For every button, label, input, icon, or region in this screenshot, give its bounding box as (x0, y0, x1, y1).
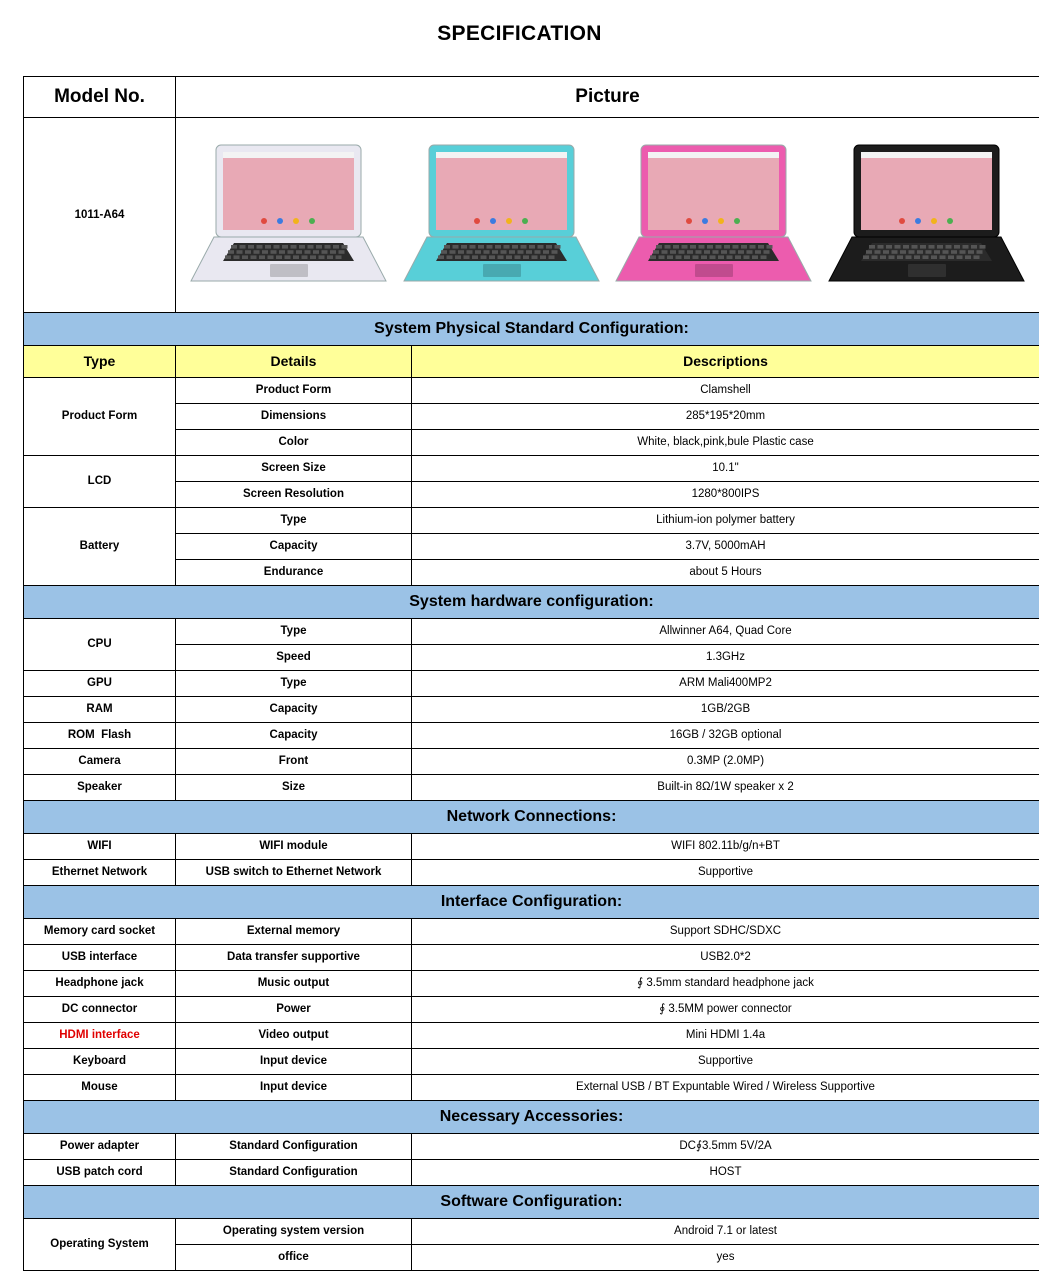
model-number: 1011-A64 (24, 118, 176, 313)
description-cell: Supportive (412, 1049, 1039, 1075)
detail-cell: Capacity (176, 697, 412, 723)
type-cell: Ethernet Network (24, 860, 176, 886)
type-cell: Camera (24, 749, 176, 775)
detail-cell: Video output (176, 1023, 412, 1049)
table-row (24, 404, 1039, 430)
detail-cell: Product Form (176, 378, 412, 404)
type-cell: Power adapter (24, 1134, 176, 1160)
detail-cell: Type (176, 671, 412, 697)
description-cell: Support SDHC/SDXC (412, 919, 1039, 945)
type-cell: Keyboard (24, 1049, 176, 1075)
detail-cell: Input device (176, 1049, 412, 1075)
description-cell: Supportive (412, 860, 1039, 886)
picture-header: Picture (176, 77, 1039, 118)
table-row (24, 456, 1039, 482)
type-cell: GPU (24, 671, 176, 697)
description-cell: about 5 Hours (412, 560, 1039, 586)
detail-cell: Data transfer supportive (176, 945, 412, 971)
detail-cell: Capacity (176, 534, 412, 560)
table-row (24, 1134, 1039, 1160)
description-cell: 10.1" (412, 456, 1039, 482)
description-cell: 285*195*20mm (412, 404, 1039, 430)
detail-cell: External memory (176, 919, 412, 945)
table-row (24, 378, 1039, 404)
detail-cell: Music output (176, 971, 412, 997)
model-no-header: Model No. (24, 77, 176, 118)
detail-cell: Type (176, 508, 412, 534)
table-row (24, 430, 1039, 456)
table-row (24, 697, 1039, 723)
detail-cell: Front (176, 749, 412, 775)
header-row (24, 77, 1039, 118)
detail-cell: Screen Resolution (176, 482, 412, 508)
section-interface: Interface Configuration: (24, 886, 1039, 919)
description-cell: Allwinner A64, Quad Core (412, 619, 1039, 645)
detail-cell: Operating system version (176, 1219, 412, 1245)
detail-cell: Type (176, 619, 412, 645)
laptop-black-image (824, 135, 1029, 295)
table-row (24, 560, 1039, 586)
type-cell: Product Form (24, 378, 176, 456)
table-row (24, 919, 1039, 945)
description-cell: Built-in 8Ω/1W speaker x 2 (412, 775, 1039, 801)
description-cell: 0.3MP (2.0MP) (412, 749, 1039, 775)
table-row (24, 860, 1039, 886)
type-cell: RAM (24, 697, 176, 723)
table-row (24, 1160, 1039, 1186)
laptop-pink-image (611, 135, 816, 295)
page-title: SPECIFICATION (437, 22, 602, 45)
detail-cell: Speed (176, 645, 412, 671)
description-cell: Clamshell (412, 378, 1039, 404)
picture-row (24, 118, 1039, 313)
detail-cell: Power (176, 997, 412, 1023)
column-header-row (24, 346, 1039, 378)
type-cell: WIFI (24, 834, 176, 860)
table-row (24, 749, 1039, 775)
detail-cell: Standard Configuration (176, 1134, 412, 1160)
description-cell: ARM Mali400MP2 (412, 671, 1039, 697)
description-cell: 1.3GHz (412, 645, 1039, 671)
type-cell: HDMI interface (24, 1023, 176, 1049)
description-cell: USB2.0*2 (412, 945, 1039, 971)
type-cell: USB patch cord (24, 1160, 176, 1186)
spec-table (23, 76, 1039, 1271)
description-cell: External USB / BT Expuntable Wired / Wireless Supportive (412, 1075, 1039, 1101)
type-cell: CPU (24, 619, 176, 671)
detail-cell: Endurance (176, 560, 412, 586)
description-cell: Android 7.1 or latest (412, 1219, 1039, 1245)
laptop-pictures (176, 118, 1039, 313)
description-cell: 1GB/2GB (412, 697, 1039, 723)
description-cell: 1280*800IPS (412, 482, 1039, 508)
description-cell: ∮ 3.5MM power connector (412, 997, 1039, 1023)
table-row (24, 534, 1039, 560)
table-row (24, 482, 1039, 508)
section-software: Software Configuration: (24, 1186, 1039, 1219)
type-cell: Battery (24, 508, 176, 586)
detail-cell: USB switch to Ethernet Network (176, 860, 412, 886)
type-cell: LCD (24, 456, 176, 508)
laptop-blue-image (399, 135, 604, 295)
table-row (24, 645, 1039, 671)
description-cell: DC∮3.5mm 5V/2A (412, 1134, 1039, 1160)
description-cell: Mini HDMI 1.4a (412, 1023, 1039, 1049)
section-hardware: System hardware configuration: (24, 586, 1039, 619)
table-row (24, 1049, 1039, 1075)
type-cell: USB interface (24, 945, 176, 971)
description-cell: Lithium-ion polymer battery (412, 508, 1039, 534)
section-network: Network Connections: (24, 801, 1039, 834)
type-cell: DC connector (24, 997, 176, 1023)
description-cell: 3.7V, 5000mAH (412, 534, 1039, 560)
detail-cell: Size (176, 775, 412, 801)
description-cell: 16GB / 32GB optional (412, 723, 1039, 749)
type-cell: Memory card socket (24, 919, 176, 945)
type-cell: Mouse (24, 1075, 176, 1101)
type-cell: Headphone jack (24, 971, 176, 997)
table-row (24, 619, 1039, 645)
column-details: Details (176, 346, 412, 378)
table-row (24, 1219, 1039, 1245)
detail-cell: Color (176, 430, 412, 456)
table-row (24, 671, 1039, 697)
table-row (24, 775, 1039, 801)
detail-cell: Screen Size (176, 456, 412, 482)
detail-cell: WIFI module (176, 834, 412, 860)
type-cell: Speaker (24, 775, 176, 801)
type-cell: ROM Flash (24, 723, 176, 749)
column-type: Type (24, 346, 176, 378)
table-row (24, 508, 1039, 534)
description-cell: HOST (412, 1160, 1039, 1186)
table-row (24, 1245, 1039, 1271)
table-row (24, 1023, 1039, 1049)
type-cell: Operating System (24, 1219, 176, 1271)
table-row (24, 945, 1039, 971)
description-cell: yes (412, 1245, 1039, 1271)
detail-cell: Capacity (176, 723, 412, 749)
column-descriptions: Descriptions (412, 346, 1039, 378)
detail-cell: Dimensions (176, 404, 412, 430)
table-row (24, 834, 1039, 860)
section-accessories: Necessary Accessories: (24, 1101, 1039, 1134)
detail-cell: Standard Configuration (176, 1160, 412, 1186)
description-cell: ∮ 3.5mm standard headphone jack (412, 971, 1039, 997)
detail-cell: Input device (176, 1075, 412, 1101)
description-cell: WIFI 802.11b/g/n+BT (412, 834, 1039, 860)
table-row (24, 723, 1039, 749)
table-row (24, 1075, 1039, 1101)
table-row (24, 997, 1039, 1023)
laptop-white-image (186, 135, 391, 295)
section-physical: System Physical Standard Configuration: (24, 313, 1039, 346)
description-cell: White, black,pink,bule Plastic case (412, 430, 1039, 456)
table-row (24, 971, 1039, 997)
detail-cell: office (176, 1245, 412, 1271)
